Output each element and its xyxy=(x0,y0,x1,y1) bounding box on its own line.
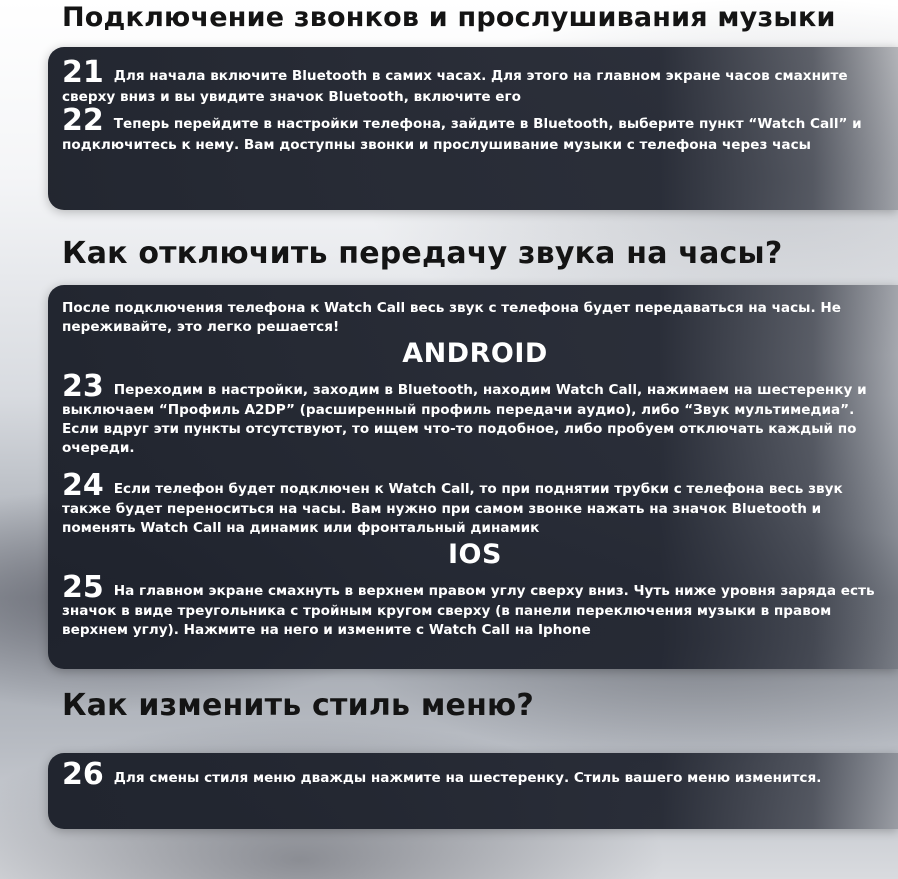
section-title-disable-sound: Как отключить передачу звука на часы? xyxy=(62,236,783,271)
section-title-connect-calls: Подключение звонков и прослушивания музыки xyxy=(62,2,836,33)
step-24 xyxy=(62,468,888,538)
instructions-panel-disable-sound xyxy=(48,285,898,669)
step-text: Для начала включите Bluetooth в самих часах. Для этого на главном экране часов смахните сверху вниз и вы увидите значок Bluetooth, включите его xyxy=(62,68,848,105)
step-text: Если телефон будет подключен к Watch Call, то при поднятии трубки с телефона весь звук также будет переноситься на часы. Вам нужно при самом звонке нажать на значок Bluetooth и поменять Watch Call на динамик или фронтальный динамик xyxy=(62,481,843,536)
intro-text: После подключения телефона к Watch Call весь звук с телефона будет передаваться на часы. Не переживайте, это легко решается! xyxy=(62,300,841,335)
step-23 xyxy=(62,369,888,458)
step-text: Переходим в настройки, заходим в Bluetooth, находим Watch Call, нажимаем на шестеренку и выключаем “Профиль A2DP” (расширенный профиль передачи аудио), либо “Звук мультимедиа”. Если вдруг эти пункты отсутствуют, то ищем что-то подобное, либо пробуем отключать каждый по очереди. xyxy=(62,382,867,456)
step-number: 22 xyxy=(62,103,104,138)
step-26 xyxy=(62,757,880,792)
step-number: 26 xyxy=(62,757,104,792)
step-text: На главном экране смахнуть в верхнем правом углу сверху вниз. Чуть ниже уровня заряда есть значок в виде треугольника с тройным кругом сверху (в панели переключения музыки в правом верхнем углу). Нажмите на него и измените с Watch Call на Iphone xyxy=(62,583,875,638)
step-25 xyxy=(62,570,888,640)
step-text: Теперь перейдите в настройки телефона, зайдите в Bluetooth, выберите пункт “Watch Call” и подключитесь к нему. Вам доступны звонки и прослушивание музыки с телефона через часы xyxy=(62,116,862,153)
section-title-menu-style: Как изменить стиль меню? xyxy=(62,688,534,723)
step-21 xyxy=(62,55,880,107)
android-heading: ANDROID xyxy=(402,338,548,369)
step-number: 25 xyxy=(62,570,104,605)
ios-heading: IOS xyxy=(448,539,502,570)
instructions-panel-menu-style xyxy=(48,753,898,829)
instructions-panel-connect xyxy=(48,47,898,210)
step-number: 24 xyxy=(62,468,104,503)
step-text: Для смены стиля меню дважды нажмите на шестеренку. Стиль вашего меню изменится. xyxy=(113,770,822,786)
step-number: 23 xyxy=(62,369,104,404)
step-22 xyxy=(62,103,880,155)
step-number: 21 xyxy=(62,55,104,90)
